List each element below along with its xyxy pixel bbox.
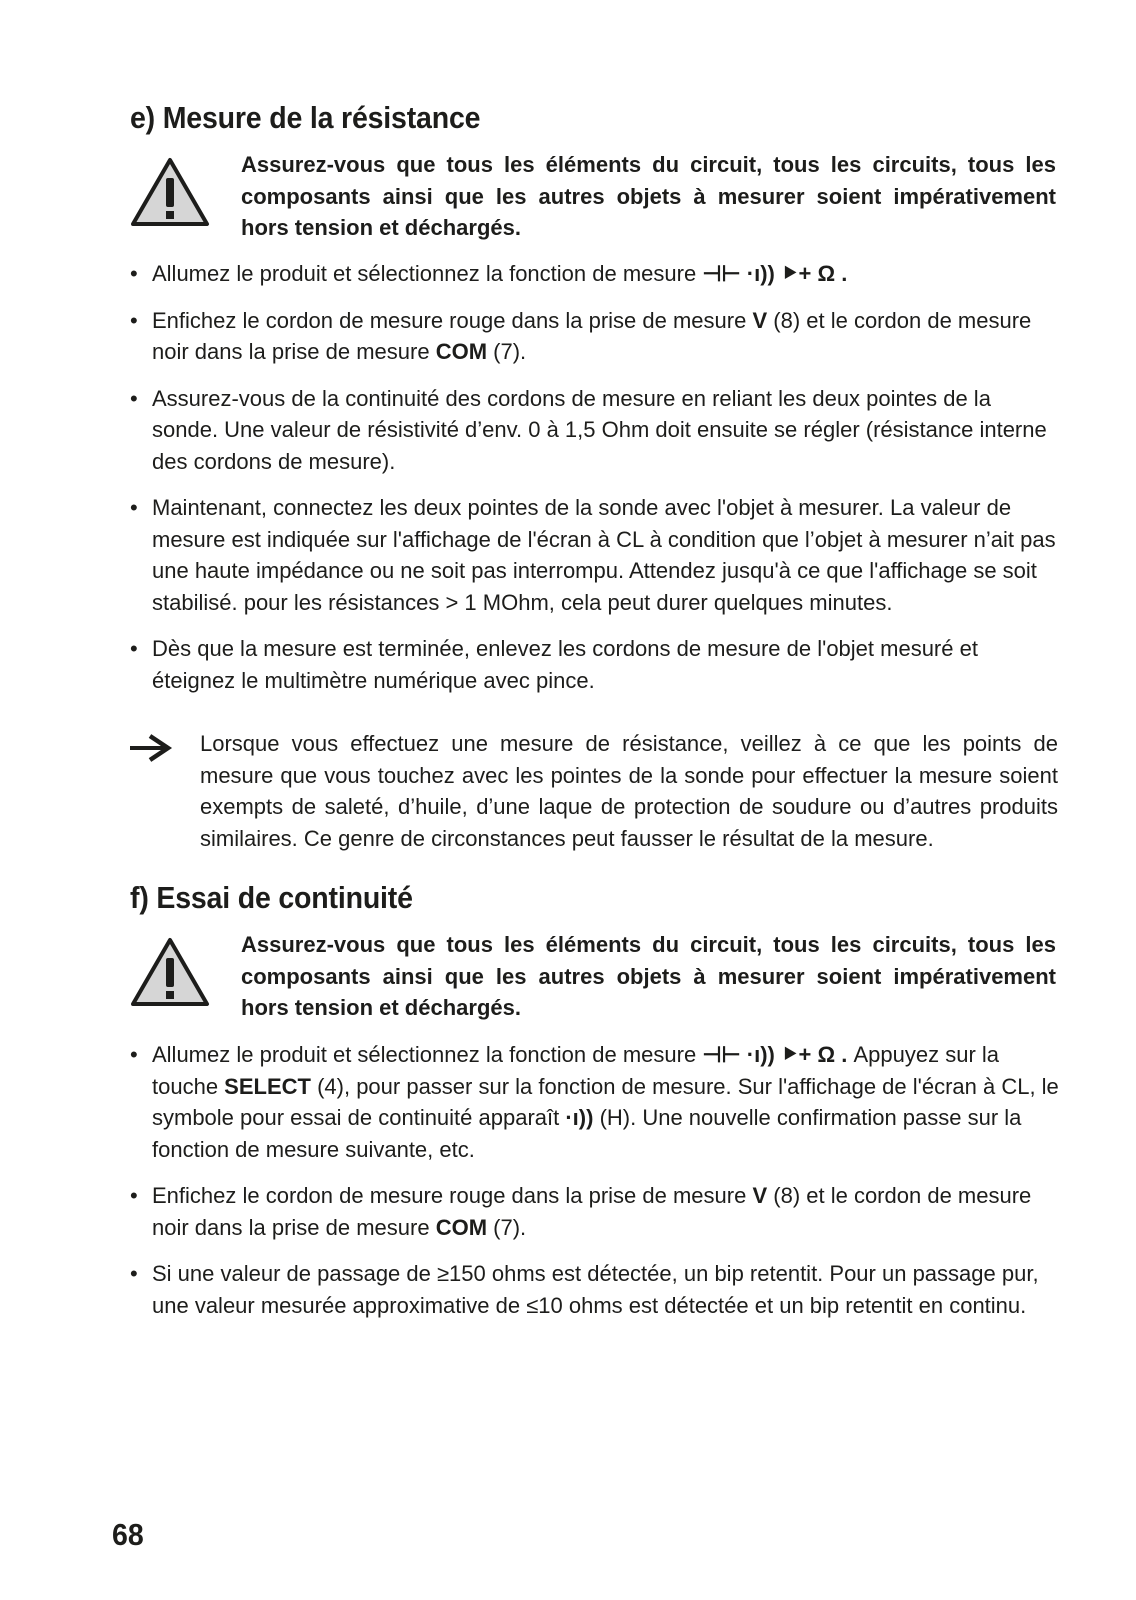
arrow-right-icon: [128, 733, 174, 763]
page-number: 68: [112, 1517, 144, 1552]
warning-triangle-icon: [130, 936, 210, 1008]
list-item: • Assurez-vous de la continuité des cordons de mesure en reliant les deux pointes de la sonde. Une valeur de résistivité d’env. 0 à 1,5 Ohm doit ensuite se régler (résistance interne des cordons de mesure).: [130, 383, 1060, 478]
list-item: • Allumez le produit et sélectionnez la fonction de mesure ⊣⊢ ·ı)) ⯈+ Ω . Appuyez sur la touche SELECT (4), pour passer sur la fonction de mesure. Sur l'affichage de l'écran à CL, le symbole pour essai de continuité apparaît ·ı)) (H). Une nouvelle confirmation passe sur la fonction de mesure suivante, etc.: [130, 1039, 1060, 1165]
list-item: • Si une valeur de passage de ≥150 ohms est détectée, un bip retentit. Pour un passage pur, une valeur mesurée approximative de ≤10 ohms est détectée et un bip retentit en continu.: [130, 1258, 1060, 1321]
measurement-function-symbols: ⊣⊢ ·ı)) ⯈+ Ω .: [702, 261, 848, 286]
instructions-list: [130, 258, 1060, 696]
measurement-function-symbols: ⊣⊢ ·ı)) ⯈+ Ω .: [702, 1042, 848, 1067]
list-item: • Allumez le produit et sélectionnez la fonction de mesure ⊣⊢ ·ı)) ⯈+ Ω .: [130, 258, 1060, 290]
list-item: • Maintenant, connectez les deux pointes de la sonde avec l'objet à mesurer. La valeur de mesure est indiquée sur l'affichage de l'écran à CL à condition que l’objet à mesurer n’ait pas une haute impédance ou ne soit pas interrompu. Attendez jusqu'à ce que l'affichage se soit stabilisé. pour les résistances > 1 MOhm, cela peut durer quelques minutes.: [130, 492, 1060, 618]
section-title-resistance: e) Mesure de la résistance: [130, 100, 481, 135]
list-item: • Dès que la mesure est terminée, enlevez les cordons de mesure de l'objet mesuré et éteignez le multimètre numérique avec pince.: [130, 633, 1060, 696]
instructions-list: [130, 1039, 1060, 1321]
safety-warning: Assurez-vous que tous les éléments du circuit, tous les circuits, tous les composants ainsi que les autres objets à mesurer soient impérativement hors tension et déchargés.: [241, 932, 1056, 1020]
safety-warning: Assurez-vous que tous les éléments du circuit, tous les circuits, tous les composants ainsi que les autres objets à mesurer soient impérativement hors tension et déchargés.: [241, 152, 1056, 240]
note-text: Lorsque vous effectuez une mesure de résistance, veillez à ce que les points de mesure que vous touchez avec les pointes de la sonde pour effectuer la mesure soient exempts de saleté, d’huile, d’une laque de protection de soudure ou d’autres produits similaires. Ce genre de circonstances peut fausser le résultat de la mesure.: [200, 731, 1058, 851]
warning-triangle-icon: [130, 156, 210, 228]
list-item: • Enfichez le cordon de mesure rouge dans la prise de mesure V (8) et le cordon de mesure noir dans la prise de mesure COM (7).: [130, 1180, 1060, 1243]
section-title-continuity: f) Essai de continuité: [130, 880, 413, 915]
list-item: • Enfichez le cordon de mesure rouge dans la prise de mesure V (8) et le cordon de mesure noir dans la prise de mesure COM (7).: [130, 305, 1060, 368]
continuity-symbol: ·ı)): [565, 1105, 594, 1130]
